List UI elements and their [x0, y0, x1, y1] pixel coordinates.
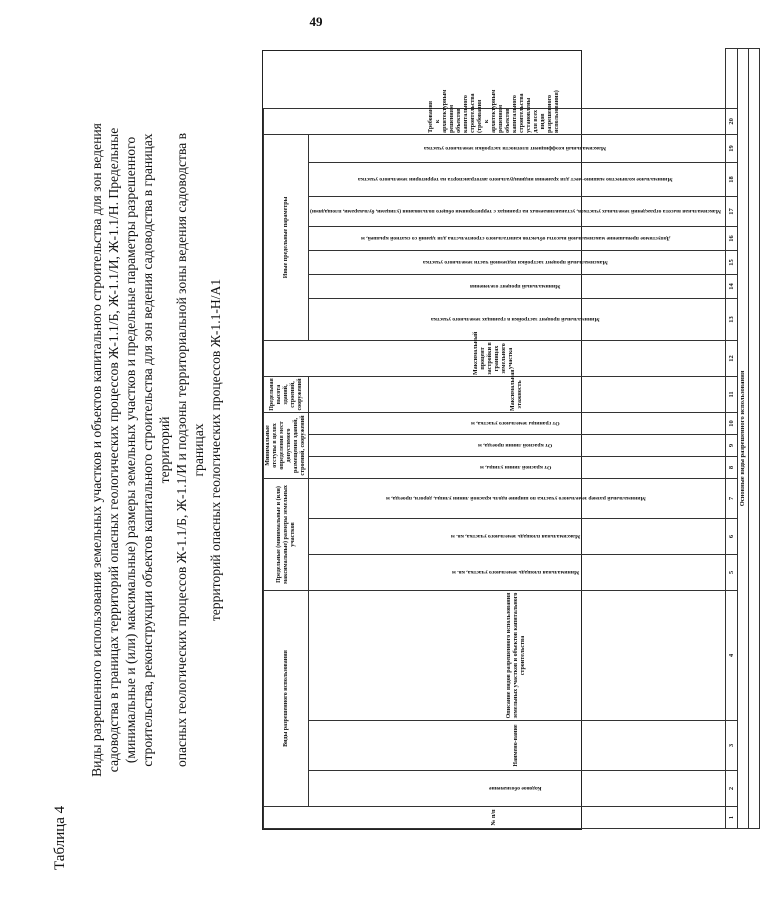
- col-number: 4: [725, 590, 737, 720]
- col-number: 9: [725, 434, 737, 456]
- title-line: садоводства в границах территорий опасных геологических процессов Ж-1.1/Б, Ж-1.1/И, Ж-1.1/Н. Предельные: [106, 127, 121, 773]
- header-other-17: Максимальная высота ограждений земельных участков, устанавливаемых на границах с территориями общего пользования (улицами, бульварами, площадями): [309, 196, 726, 226]
- header-vri-group: Виды разрешенного использования: [264, 590, 309, 806]
- col-number: 16: [725, 226, 737, 250]
- header-coverage: Максимальный процент застройки в границах земельного участка: [264, 340, 726, 376]
- header-size-width: Минимальный размер земельного участка по ширине вдоль красной линии улицы, дороги, проезда, м: [309, 478, 726, 518]
- col-number: 19: [725, 134, 737, 162]
- title-line: строительства, реконструкции объектов капитального строительства для зон ведения садоводства в границах территорий: [140, 133, 172, 767]
- col-number: 12: [725, 340, 737, 376]
- col-number: 5: [725, 554, 737, 590]
- col-number: 3: [725, 721, 737, 771]
- header-other-14: Минимальный процент озеленения: [309, 274, 726, 298]
- header-other-group: Иные предельные параметры: [264, 134, 309, 340]
- header-setbacks-group: Минимальные отступы в целях определения мест допустимого размещения зданий, строений, сооружений: [264, 412, 309, 478]
- header-row-number: № п/п: [264, 807, 726, 829]
- title-line: (минимальные и (или) максимальные) размеры земельных участков и предельные параметры разрешенного: [123, 136, 138, 764]
- col-number: 15: [725, 250, 737, 274]
- header-setback-street: От красной линии улицы, м: [309, 456, 726, 478]
- table-title: [88, 120, 224, 780]
- header-setback-drive: От красной линии проезда, м: [309, 434, 726, 456]
- header-other-19: Максимальный коэффициент плотности застройки земельного участка: [309, 134, 726, 162]
- col-number: 13: [725, 298, 737, 340]
- section-basic-vri: Основные виды разрешенного использования: [737, 48, 748, 828]
- table-empty-row: [748, 48, 759, 828]
- header-architecture: Требования к архитектурным решениям объектов капитального строительства (требования к архитектурным решениям объектов капитального строительства установлены для всех видов разрешенного использования): [264, 108, 726, 134]
- col-number: 18: [725, 162, 737, 196]
- col-number: 14: [725, 274, 737, 298]
- header-other-13: Минимальный процент застройки в границах земельного участка: [309, 298, 726, 340]
- page-number: 49: [309, 14, 323, 29]
- header-size-min: Минимальная площадь земельного участка, кв. м: [309, 554, 726, 590]
- col-number: 20: [725, 108, 737, 134]
- title-line: Виды разрешенного использования земельных участков и объектов капитального строительства для зон ведения: [89, 123, 104, 777]
- regulation-table: [262, 50, 747, 830]
- header-setback-border: От границы земельного участка, м: [309, 412, 726, 434]
- col-number: 7: [725, 478, 737, 518]
- col-number: 11: [725, 376, 737, 412]
- col-number: 17: [725, 196, 737, 226]
- col-number: 6: [725, 518, 737, 554]
- col-number: 1: [725, 807, 737, 829]
- header-floors: Максимальная этажность: [309, 376, 726, 412]
- header-other-15: Максимальный процент застройки подземной части земельного участка: [309, 250, 726, 274]
- rotated-page-content: [52, 50, 747, 870]
- header-code: Кодовое обозначение: [309, 771, 726, 807]
- header-size-max: Максимальная площадь земельного участка, кв. м: [309, 518, 726, 554]
- header-description: Описание видов разрешенного использования земельных участков и объектов капитального строительства: [309, 590, 726, 720]
- col-number: 2: [725, 771, 737, 807]
- col-number: 8: [725, 456, 737, 478]
- col-number-spacer: [725, 48, 737, 108]
- header-other-16: Допустимое превышение максимальной высоты объектов капитального строительства для зданий со скатной крышей, м: [309, 226, 726, 250]
- col-number: 10: [725, 412, 737, 434]
- table-label: Таблица 4: [52, 805, 68, 870]
- header-name: Наимено-вание: [309, 721, 726, 771]
- title-line: территорий опасных геологических процессов Ж-1.1-Н/А1: [208, 278, 223, 622]
- header-other-18: Минимальное количество машино-мест для хранения индивидуального автотранспорта на территории земельного участка: [309, 162, 726, 196]
- header-sizes-group: Предельные (минимальные и (или) максимальные) размеры земельных участков: [264, 478, 309, 590]
- title-line: опасных геологических процессов Ж-1.1/Б, Ж-1.1/И и подзоны территориальной зоны ведения садоводства в границах: [174, 132, 206, 768]
- header-height-group: Предельная высота зданий, строений, сооружений: [264, 376, 309, 412]
